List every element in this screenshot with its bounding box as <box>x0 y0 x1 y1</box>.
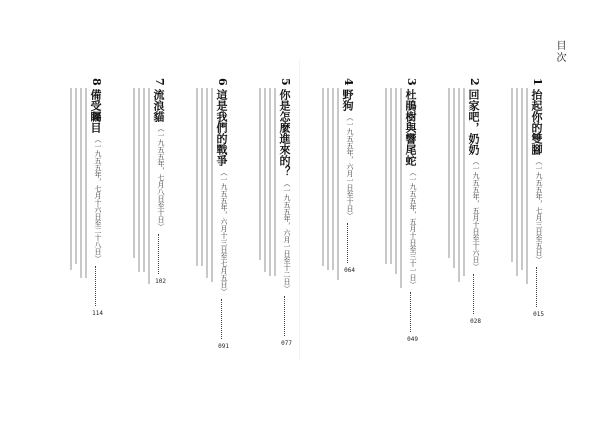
excerpt-text-placeholder <box>259 88 276 276</box>
excerpt-line <box>516 88 518 276</box>
excerpt-line <box>211 88 213 282</box>
excerpt-line <box>511 88 513 262</box>
excerpt-line <box>337 88 339 280</box>
excerpt-line <box>206 88 208 278</box>
page-number: 114 <box>92 309 103 317</box>
toc-entry-heading <box>276 78 292 347</box>
excerpt-line <box>327 88 329 270</box>
excerpt-line <box>274 88 276 276</box>
excerpt-line <box>521 88 523 270</box>
chapter-title: 野狗 <box>341 88 354 111</box>
page-number: 091 <box>218 342 229 350</box>
toc-entry <box>252 78 292 347</box>
excerpt-line <box>458 88 460 282</box>
excerpt-line <box>390 88 392 264</box>
chapter-title: 杜鵑樹與響尾蛇 <box>404 88 417 166</box>
chapter-date-range: （一九五五年，六月一日至十日） <box>346 113 354 219</box>
excerpt-text-placeholder <box>133 88 150 284</box>
excerpt-line <box>75 88 77 264</box>
chapter-date-range: （一九五五年，七月三日至五日） <box>535 157 543 263</box>
chapter-date-range: （一九五五年，七月八日至十日） <box>157 124 165 230</box>
excerpt-line <box>201 88 203 266</box>
toc-entry <box>378 78 418 343</box>
chapter-date-range: （一九五五年，六月十三日至七月五日） <box>220 168 228 295</box>
dot-leader <box>157 234 159 274</box>
page-number: 028 <box>470 317 481 325</box>
chapter-title: 回家吧，奶奶 <box>467 88 480 155</box>
chapter-title: 抬起你的雙腳 <box>530 88 543 155</box>
excerpt-text-placeholder <box>511 88 528 284</box>
excerpt-line <box>196 88 198 266</box>
excerpt-text-placeholder <box>196 88 213 282</box>
toc-entry-heading <box>87 78 103 317</box>
excerpt-line <box>453 88 455 268</box>
chapter-number: 8 <box>90 78 103 86</box>
toc-entry-heading <box>213 78 229 350</box>
excerpt-line <box>138 88 140 272</box>
page-number: 077 <box>281 339 292 347</box>
excerpt-line <box>133 88 135 258</box>
excerpt-line <box>70 88 72 270</box>
excerpt-line <box>526 88 528 284</box>
excerpt-line <box>80 88 82 278</box>
excerpt-line <box>322 88 324 266</box>
excerpt-line <box>463 88 465 276</box>
toc-entry-heading <box>150 78 166 285</box>
excerpt-line <box>395 88 397 274</box>
dot-leader <box>409 292 411 332</box>
dot-leader <box>535 267 537 307</box>
excerpt-line <box>332 88 334 270</box>
excerpt-line <box>259 88 261 260</box>
toc-entry <box>315 78 355 338</box>
chapter-number: 3 <box>405 78 418 86</box>
toc-entries <box>63 78 544 350</box>
excerpt-line <box>269 88 271 276</box>
excerpt-line <box>385 88 387 264</box>
toc-title: 目次 <box>554 40 565 64</box>
page-number: 049 <box>407 335 418 343</box>
chapter-date-range: （一九五五年，五月十日至十六日） <box>472 157 480 270</box>
dot-leader <box>472 274 474 314</box>
toc-entry <box>63 78 103 338</box>
toc-entry <box>504 78 544 338</box>
excerpt-text-placeholder <box>70 88 87 278</box>
chapter-number: 6 <box>216 78 229 86</box>
excerpt-line <box>148 88 150 284</box>
excerpt-line <box>143 88 145 272</box>
excerpt-text-placeholder <box>448 88 465 282</box>
toc-entry-heading <box>528 78 544 318</box>
toc-entry <box>126 78 166 338</box>
chapter-title: 流浪貓 <box>152 88 165 122</box>
excerpt-text-placeholder <box>385 88 402 288</box>
excerpt-line <box>85 88 87 278</box>
chapter-number: 5 <box>279 78 292 86</box>
chapter-date-range: （一九五五年，六月一日至十二日） <box>283 179 291 292</box>
toc-entry-heading <box>402 78 418 343</box>
chapter-title: 這是我們的戰爭 <box>215 88 228 166</box>
chapter-number: 4 <box>342 78 355 86</box>
excerpt-line <box>264 88 266 272</box>
excerpt-line <box>400 88 402 288</box>
dot-leader <box>220 299 222 339</box>
chapter-number: 2 <box>468 78 481 86</box>
chapter-title: 備受矚目 <box>89 88 102 133</box>
excerpt-text-placeholder <box>322 88 339 280</box>
page-number: 015 <box>533 310 544 318</box>
toc-entry <box>441 78 481 338</box>
toc-entry-heading <box>465 78 481 325</box>
dot-leader <box>283 296 285 336</box>
dot-leader <box>346 223 348 263</box>
page-number: 064 <box>344 266 355 274</box>
dot-leader <box>94 266 96 306</box>
chapter-date-range: （一九五五年，七月十六日至二十八日） <box>94 135 102 262</box>
chapter-number: 1 <box>531 78 544 86</box>
page-number: 102 <box>155 277 166 285</box>
toc-entry-heading <box>339 78 355 274</box>
excerpt-line <box>448 88 450 258</box>
toc-entry <box>189 78 229 350</box>
chapter-date-range: （一九五五年，五月十日至三十一日） <box>409 168 417 288</box>
chapter-title: 你是怎麼進來的？ <box>278 88 291 177</box>
chapter-number: 7 <box>153 78 166 86</box>
